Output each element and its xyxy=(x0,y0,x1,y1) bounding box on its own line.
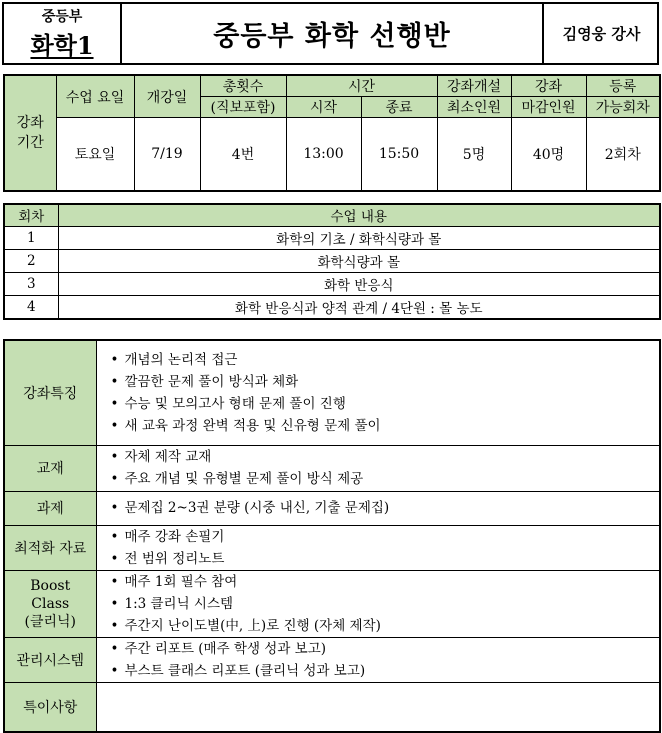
session-content: 화학 반응식 xyxy=(58,272,660,295)
manage-cell xyxy=(96,637,660,682)
header-total-1: 총횟수 xyxy=(200,75,286,97)
session-content: 화학의 기초 / 화학식량과 몰 xyxy=(58,226,660,249)
table-row xyxy=(4,272,660,295)
list-item: • 매주 1회 필수 참여 xyxy=(111,571,660,593)
header-box xyxy=(2,2,659,65)
boost-label-line: Class xyxy=(31,595,70,612)
header-session-no: 회차 xyxy=(4,204,58,226)
list-item: • 수능 및 모의고사 형태 문제 풀이 진행 xyxy=(111,393,660,415)
value-min-people: 5명 xyxy=(437,118,511,191)
list-item: • 자체 제작 교재 xyxy=(111,446,660,468)
header-min-2: 최소인원 xyxy=(437,97,511,118)
textbook-list xyxy=(111,446,660,490)
homework-label: 과제 xyxy=(4,491,96,525)
list-item: • 주요 개념 및 유형별 문제 풀이 방식 제공 xyxy=(111,468,660,490)
header-time-start: 시작 xyxy=(286,97,361,118)
boost-cell xyxy=(96,570,660,637)
value-reg-rounds: 2회차 xyxy=(586,118,660,191)
boost-list xyxy=(111,571,660,637)
header-time-end: 종료 xyxy=(361,97,437,118)
header-close-2: 마감인원 xyxy=(511,97,586,118)
features-list xyxy=(111,349,660,437)
list-item: • 깔끔한 문제 풀이 방식과 체화 xyxy=(111,371,660,393)
boost-label-line: (클리닉) xyxy=(24,613,76,630)
session-no: 3 xyxy=(4,272,58,295)
table-row xyxy=(4,296,660,319)
features-label: 강좌특징 xyxy=(4,340,96,445)
textbook-label: 교재 xyxy=(4,445,96,491)
material-list xyxy=(111,526,660,570)
value-start-date: 7/19 xyxy=(134,118,200,191)
value-time-end: 15:50 xyxy=(361,118,437,191)
session-no: 1 xyxy=(4,226,58,249)
features-cell xyxy=(96,340,660,445)
homework-list xyxy=(111,497,660,519)
header-day: 수업 요일 xyxy=(56,75,134,118)
list-item: • 매주 강좌 손필기 xyxy=(111,526,660,548)
details-table xyxy=(3,339,661,733)
instructor-name: 김영웅 강사 xyxy=(562,25,641,43)
value-total: 4번 xyxy=(200,118,286,191)
session-no: 4 xyxy=(4,296,58,319)
header-start-date: 개강일 xyxy=(134,75,200,118)
header-reg-2: 가능회차 xyxy=(586,97,660,118)
value-day: 토요일 xyxy=(56,118,134,191)
session-no: 2 xyxy=(4,249,58,272)
course-code-cell xyxy=(4,4,122,63)
schedule-table xyxy=(3,74,661,192)
list-item: • 전 범위 정리노트 xyxy=(111,548,660,570)
header-reg-1: 등록 xyxy=(586,75,660,97)
header-time: 시간 xyxy=(286,75,437,97)
table-row xyxy=(4,226,660,249)
table-row xyxy=(4,249,660,272)
textbook-cell xyxy=(96,445,660,491)
value-max-people: 40명 xyxy=(511,118,586,191)
homework-cell xyxy=(96,491,660,525)
manage-list xyxy=(111,638,660,682)
value-time-start: 13:00 xyxy=(286,118,361,191)
schedule-side-label: 강좌 기간 xyxy=(4,75,56,191)
boost-label-line: Boost xyxy=(30,577,71,594)
page-title: 중등부 화학 선행반 xyxy=(122,4,544,63)
special-label: 특이사항 xyxy=(4,682,96,732)
material-cell xyxy=(96,525,660,570)
list-item: • 개념의 논리적 접근 xyxy=(111,349,660,371)
header-min-1: 강좌개설 xyxy=(437,75,511,97)
boost-label xyxy=(4,570,96,637)
manage-label: 관리시스템 xyxy=(4,637,96,682)
session-content: 화학식량과 몰 xyxy=(58,249,660,272)
header-close-1: 강좌 xyxy=(511,75,586,97)
list-item: • 주간 리포트 (매주 학생 성과 보고) xyxy=(111,638,660,660)
session-content: 화학 반응식과 양적 관계 / 4단원 : 몰 농도 xyxy=(58,296,660,319)
list-item: • 1:3 클리닉 시스템 xyxy=(111,593,660,615)
course-short-name: 화학1 xyxy=(30,31,94,60)
session-table xyxy=(3,203,661,320)
list-item: • 새 교육 과정 완벽 적용 및 신유형 문제 풀이 xyxy=(111,415,660,437)
level-label: 중등부 xyxy=(41,9,83,25)
header-total-2: (직보포함) xyxy=(200,97,286,118)
list-item: • 부스트 클래스 리포트 (클리닉 성과 보고) xyxy=(111,660,660,682)
list-item: • 주간지 난이도별(中, 上)로 진행 (자체 제작) xyxy=(111,615,660,637)
list-item: • 문제집 2~3권 분량 (시중 내신, 기출 문제집) xyxy=(111,497,660,519)
header-session-content: 수업 내용 xyxy=(58,204,660,226)
material-label: 최적화 자료 xyxy=(4,525,96,570)
